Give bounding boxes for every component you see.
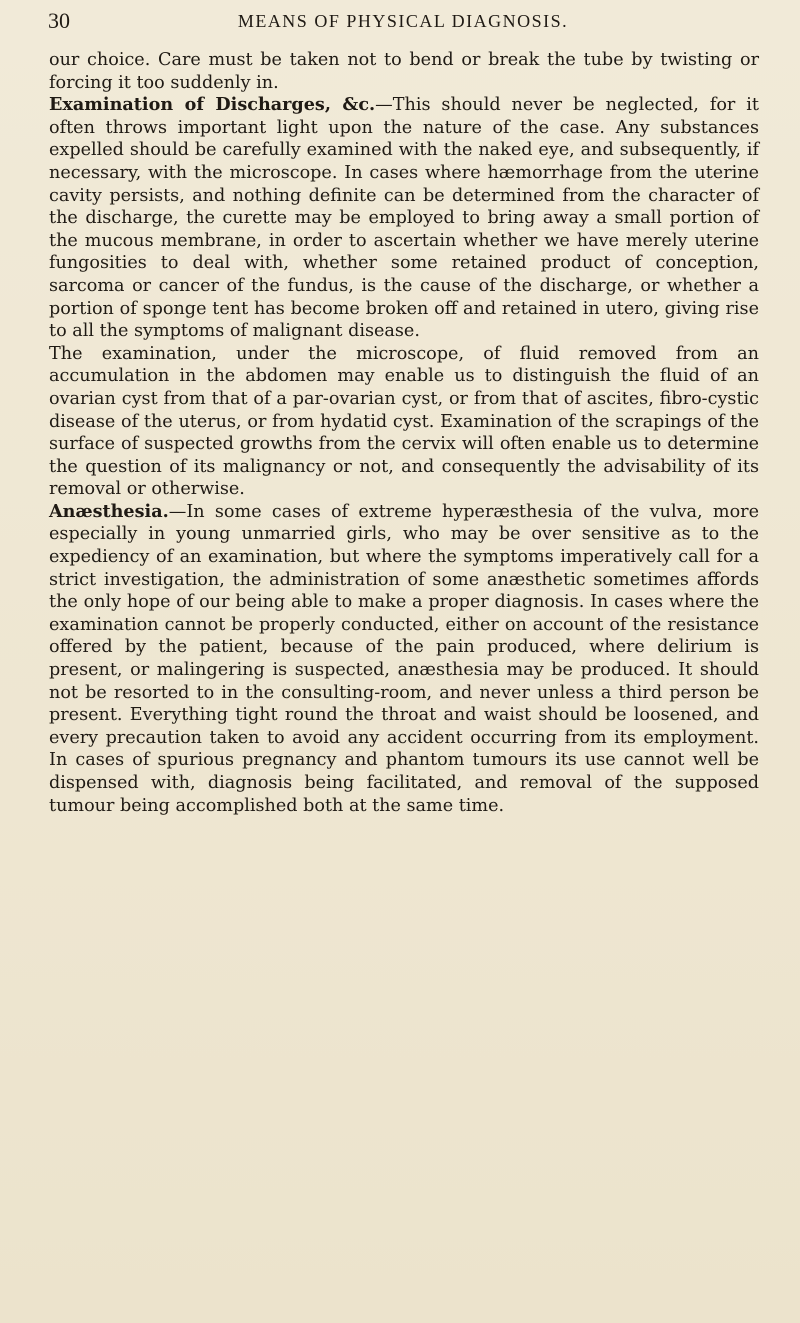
- paragraph-text: The examination, under the microscope, of fluid removed from an accumulation in the abdomen may enable us to distinguish the fluid of an ovarian cyst from that of a par-ovarian cyst, or from that of ascites, fibro-cystic disease of the uterus, or from hydatid cyst. Examination of the scrapings of the surface of suspected growths from the cervix will often enable us to determine the question of its malignancy or not, and consequently the advisability of its removal or otherwise.: [49, 343, 759, 500]
- paragraph-text: —This should never be neglected, for it often throws important light upon the nature of the case. Any substances expelled should be carefully examined with the naked eye, and subsequently, if necessary, with the microscope. In cases where hæmorrhage from the uterine cavity persists, and nothing definite can be determined from the character of the discharge, the curette may be employed to bring away a small portion of the mucous membrane, in order to ascertain whether we have merely uterine fungosities to deal with, whether some retained product of conception, sarcoma or cancer of the fundus, is the cause of the discharge, or whether a portion of sponge tent has become broken off and retained in utero, giving rise to all the symptoms of malignant disease.: [49, 95, 759, 342]
- paragraph-text: —In some cases of extreme hyperæsthesia of the vulva, more especially in young unmarried girls, who may be over sensitive as to the expediency of an examination, but where the symptoms imperatively call for a strict investigation, the administration of some anæsthetic sometimes affords the only hope of our being able to make a proper diagnosis. In cases where the examination cannot be properly conducted, either on account of the resistance offered by the patient, because of the pain produced, where delirium is present, or malingering is suspected, anæsthesia may be produced. It should not be resorted to in the consulting-room, and never unless a third person be present. Everything tight round the throat and waist should be loosened, and every precaution taken to avoid any accident occurring from its employment. In cases of spurious pregnancy and phantom tumours its use cannot well be dispensed with, diagnosis being facilitated, and removal of the supposed tumour being accomplished both at the same time.: [49, 501, 759, 816]
- page-header: [48, 8, 758, 38]
- paragraph-microscope-examination: [49, 343, 759, 501]
- section-heading: Examination of Discharges, &c.: [49, 94, 376, 116]
- paragraph-examination-of-discharges: [49, 94, 759, 343]
- running-head: MEANS OF PHYSICAL DIAGNOSIS.: [237, 11, 569, 31]
- paragraph-anaesthesia: [49, 501, 759, 817]
- page-number: 30: [48, 8, 70, 33]
- paragraph-text: our choice. Care must be taken not to bend or break the tube by twisting or forcing it too suddenly in.: [49, 50, 759, 93]
- section-heading: Anæsthesia.: [49, 500, 169, 522]
- paragraph-continuation: [49, 49, 759, 94]
- body-text: [49, 49, 759, 817]
